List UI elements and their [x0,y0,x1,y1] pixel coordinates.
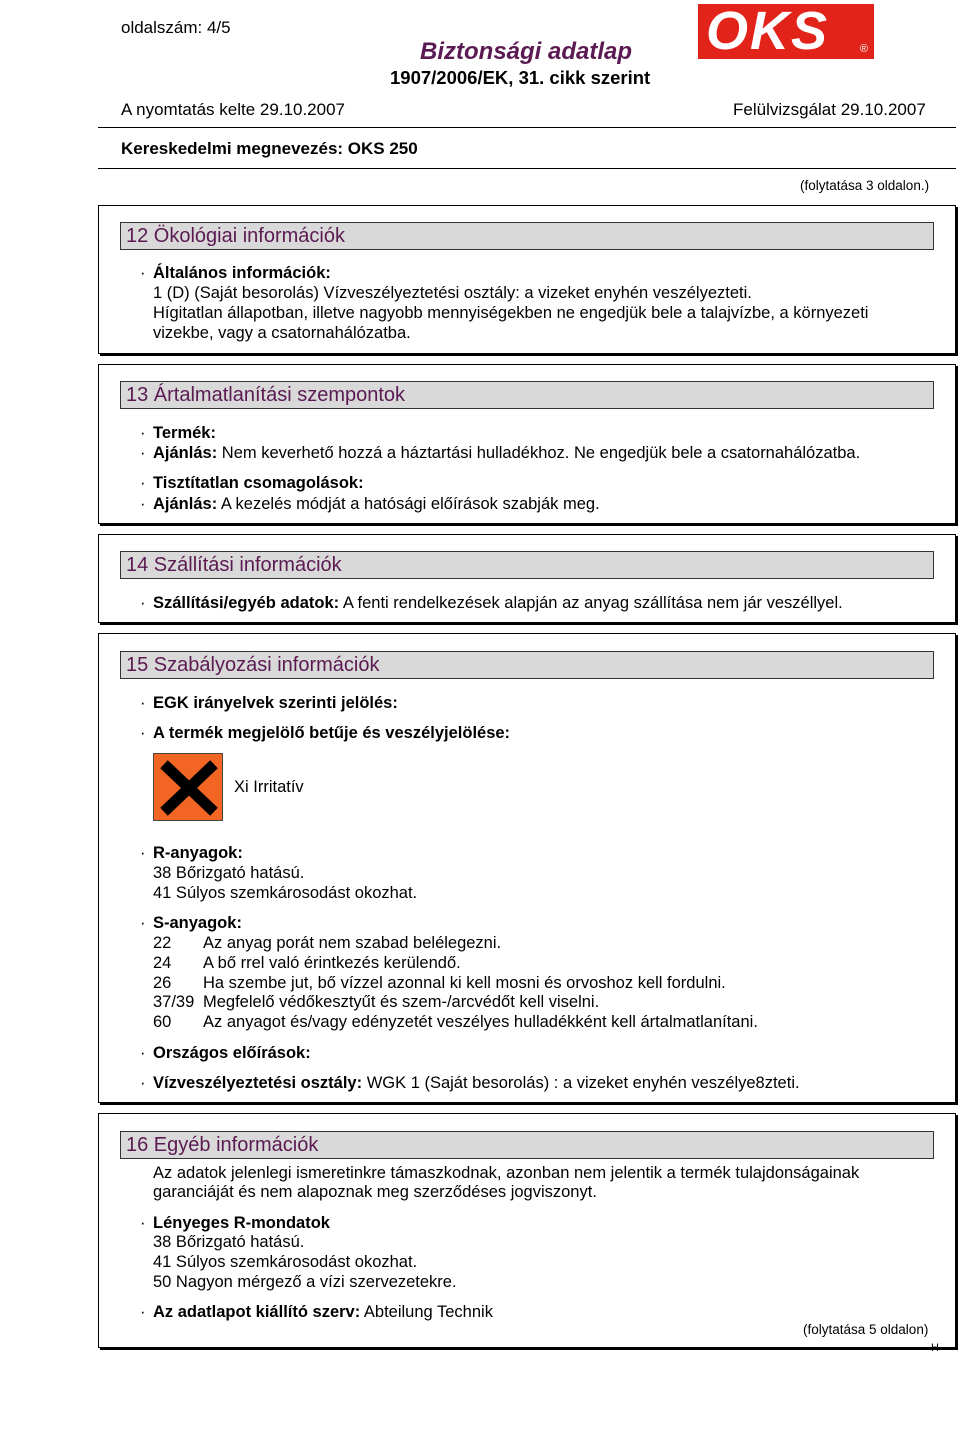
bullet: · [140,694,146,712]
document-title: Biztonsági adatlap [420,38,633,65]
oks-logo-text: OKS [706,1,830,61]
footer-mark: H [931,1342,939,1354]
bullet: · [140,1074,146,1092]
national-label: Országos előírások: [153,1044,311,1062]
s16-intro-text: garanciáját és nem alapoznak meg szerződéses jogviszonyt. [153,1183,597,1201]
r-phrase-text: 41 Súlyos szemkárosodást okozhat. [153,884,418,902]
bullet: · [140,1303,146,1321]
print-date: A nyomtatás kelte 29.10.2007 [121,100,345,119]
egk-label: EGK irányelvek szerinti jelölés: [153,694,398,712]
issuer-text: Abteilung Technik [363,1303,493,1321]
s-phrase-text: Az anyagot és/vagy edényzetét veszélyes hulladékként kell ártalmatlanítani. [203,1013,758,1031]
transport-text: A fenti rendelkezések alapján az anyag szállítása nem jár veszéllyel. [342,594,843,612]
section-12-title: 12 Ökológiai információk [120,222,934,250]
general-info-label: Általános információk: [153,264,331,282]
recommendation-text: A kezelés módját a hatósági előírások szabják meg. [220,495,600,513]
page-number: oldalszám: 4/5 [121,18,231,37]
recommendation-label: Ajánlás: [153,495,218,513]
header-rule [98,127,956,128]
transport-label: Szállítási/egyéb adatok: [153,594,340,612]
registered-icon: ® [859,43,868,55]
s-phrase-code: 60 [153,1013,172,1031]
s12-line-text: 1 (D) (Saját besorolás) Vízveszélyeztetési osztály: a vizeket enyhén veszélyezteti. [153,284,752,302]
product-rule [98,168,956,169]
section-15-title: 15 Szabályozási információk [120,651,934,679]
r-phrase-text: 38 Bőrizgató hatású. [153,864,305,882]
relevant-r-text: 50 Nagyon mérgező a vízi szervezetekre. [153,1273,457,1291]
bullet: · [140,1214,146,1232]
product-label: Termék: [153,424,216,442]
bullet: · [140,1044,146,1062]
symbol-label: A termék megjelölő betűje és veszélyjelölése: [153,724,511,742]
wgk-text: WGK 1 (Saját besorolás) : a vizeket enyhén veszélye8zteti. [366,1074,800,1092]
bullet: · [140,844,146,862]
document-subtitle: 1907/2006/EK, 31. cikk szerint [390,67,651,88]
recommendation-text: Nem keverhető hozzá a háztartási hulladékhoz. Ne engedjük bele a csatornahálózatba. [221,444,861,462]
relevant-r-text: 38 Bőrizgató hatású. [153,1233,305,1251]
s12-line-text: Hígitatlan állapotban, illetve nagyobb mennyiségekben ne engedjük bele a talajvízbe, a környezeti [153,304,869,322]
oks-logo [698,1,874,61]
relevant-r-label: Lényeges R-mondatok [153,1214,330,1232]
issuer-label: Az adatlapot kiállító szerv: [153,1303,361,1321]
section-14-title: 14 Szállítási információk [120,551,934,579]
s-phrase-code: 37/39 [153,993,195,1011]
s-phrase-text: Ha szembe jut, bő vízzel azonnal ki kell mosni és orvoshoz kell fordulni. [203,974,726,992]
bullet: · [140,474,146,492]
continued-from: (folytatása 3 oldalon.) [800,178,930,193]
relevant-r-text: 41 Súlyos szemkárosodást okozhat. [153,1253,418,1271]
recommendation-label: Ajánlás: [153,444,218,462]
bullet: · [140,594,146,612]
packaging-label: Tisztítatlan csomagolások: [153,474,364,492]
product-name: Kereskedelmi megnevezés: OKS 250 [121,139,418,158]
bullet: · [140,495,146,513]
wgk-label: Vízveszélyeztetési osztály: [153,1074,363,1092]
s-phrase-text: A bő rrel való érintkezés kerülendő. [203,954,461,972]
s-phrase-text: Az anyag porát nem szabad belélegezni. [203,934,502,952]
bullet: · [140,264,146,282]
s-phrase-text: Megfelelő védőkesztyűt és szem-/arcvédőt kell viselni. [203,993,600,1011]
bullet: · [140,724,146,742]
bullet: · [140,424,146,442]
bullet: · [140,444,146,462]
r-label: R-anyagok: [153,844,243,862]
s-phrase-code: 26 [153,974,172,992]
irritant-hazard-icon [153,753,223,821]
s12-line-text: vizekbe, vagy a csatornahálózatba. [153,324,411,342]
hazard-symbol-text: Xi Irritatív [234,778,304,796]
revision-date: Felülvizsgálat 29.10.2007 [733,100,926,119]
s-phrase-code: 24 [153,954,172,972]
s-phrase-code: 22 [153,934,172,952]
section-13-title: 13 Ártalmatlanítási szempontok [120,381,934,409]
s16-intro-text: Az adatok jelenlegi ismeretinkre támaszkodnak, azonban nem jelentik a termék tulajdonságainak [153,1164,860,1182]
s-label: S-anyagok: [153,914,242,932]
section-16-title: 16 Egyéb információk [120,1131,934,1159]
continued-on: (folytatása 5 oldalon) [803,1322,929,1337]
bullet: · [140,914,146,932]
